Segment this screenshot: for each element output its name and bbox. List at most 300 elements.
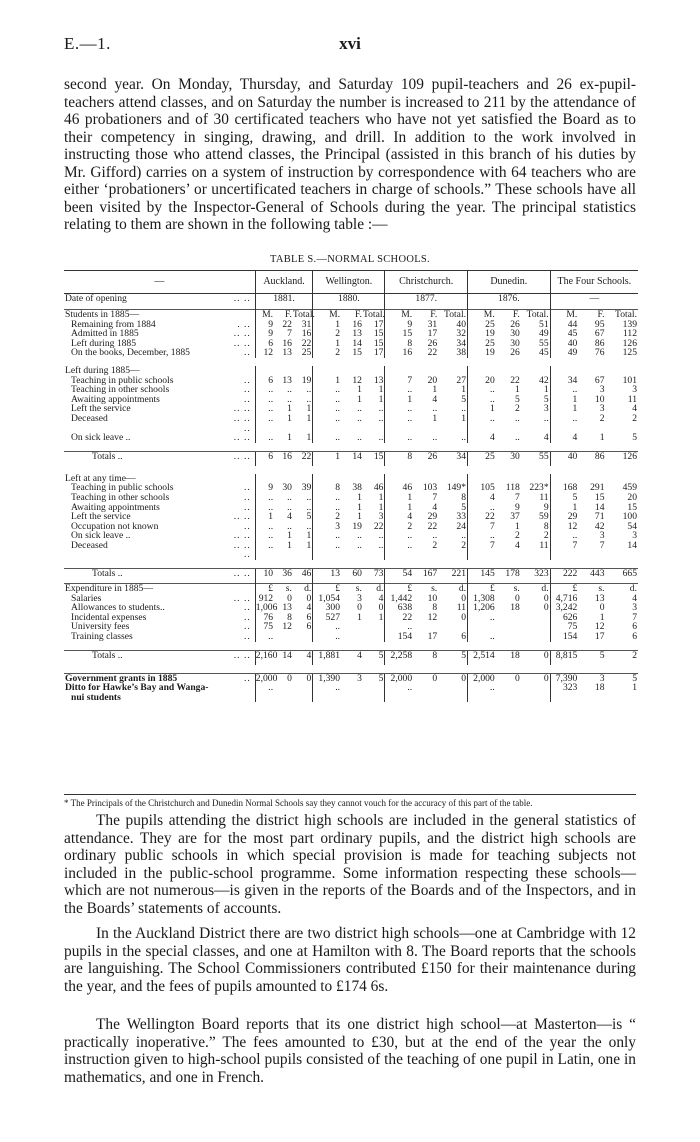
value-cell: 44: [550, 320, 578, 330]
dots-cell: ..: [243, 384, 251, 396]
value-cell: 1: [313, 451, 341, 466]
header-stub: —: [64, 271, 255, 294]
value-cell: ..: [357, 403, 362, 415]
value-cell: 6: [255, 376, 274, 386]
value-cell: 1: [378, 384, 384, 396]
row-label: On sick leave ..: [71, 432, 131, 444]
opening-date: —: [550, 294, 638, 310]
unit-label: Total.: [444, 309, 467, 320]
expenditure-heading: [64, 584, 638, 594]
value-cell: 7: [468, 541, 496, 560]
value-cell: 1: [357, 384, 362, 396]
unit-label: F.: [284, 309, 292, 320]
value-cell: 12: [594, 621, 605, 633]
value-cell: 17: [427, 328, 438, 340]
value-cell: 31: [301, 318, 312, 330]
value-cell: 5: [306, 511, 312, 523]
value-cell: ..: [385, 385, 413, 395]
value-cell: ..: [550, 531, 578, 541]
value-cell: 1: [306, 539, 312, 551]
value-cell: 0: [357, 602, 362, 614]
value-cell: 5: [543, 393, 549, 405]
unit-label: £: [385, 584, 413, 594]
row-label: Ditto for Hawke’s Bay and Wanga-: [65, 682, 209, 694]
value-cell: 19: [468, 329, 496, 339]
value-cell: 26: [510, 318, 520, 330]
value-cell: 1: [385, 493, 413, 503]
left-during-row: [64, 433, 638, 443]
unit-label: M.: [468, 310, 496, 320]
header-four-schools: The Four Schools.: [550, 271, 638, 294]
spacer-cell: [64, 665, 638, 674]
value-cell: ..: [385, 683, 413, 693]
empty-cell: [341, 693, 363, 703]
value-cell: 1: [468, 404, 496, 414]
value-cell: 5: [632, 672, 637, 684]
value-cell: 5: [461, 501, 467, 513]
unit-label: Total.: [362, 309, 385, 320]
value-cell: 1: [306, 530, 312, 542]
value-cell: 1: [287, 412, 292, 424]
value-cell: ..: [357, 432, 362, 444]
value-cell: 8: [287, 611, 292, 623]
value-cell: 1,390: [313, 674, 341, 684]
expenditure-row: [64, 632, 638, 642]
value-cell: 25: [468, 339, 496, 349]
value-cell: 3: [632, 602, 637, 614]
value-cell: 15: [373, 337, 384, 349]
value-cell: 2: [515, 403, 520, 415]
value-cell: 221: [438, 569, 467, 584]
dots-cell: ..: [243, 482, 251, 494]
value-cell: 15: [352, 347, 362, 359]
value-cell: 0: [461, 611, 467, 623]
value-cell: 4: [632, 592, 637, 604]
value-cell: ..: [468, 395, 496, 405]
value-cell: ..: [313, 622, 341, 632]
value-cell: 125: [622, 347, 637, 359]
value-cell: 34: [456, 337, 467, 349]
value-cell: 1: [632, 682, 637, 694]
value-cell: 40: [550, 339, 578, 349]
value-cell: 1: [599, 432, 605, 444]
value-cell: [363, 622, 385, 632]
dots-cell: .. ..: [233, 432, 251, 444]
value-cell: 1: [515, 384, 520, 396]
left-during-totals-row: [64, 451, 638, 466]
value-cell: 2: [606, 650, 639, 665]
value-cell: 0: [599, 602, 605, 614]
unit-label: d.: [304, 583, 312, 595]
value-cell: 6: [255, 451, 274, 466]
value-cell: ..: [255, 395, 274, 405]
value-cell: 51: [539, 318, 549, 330]
value-cell: 2: [515, 530, 520, 542]
value-cell: 0: [515, 672, 520, 684]
value-cell: 0: [306, 672, 312, 684]
spacer-cell: [64, 642, 638, 651]
value-cell: 4: [306, 602, 312, 614]
value-cell: 8: [432, 602, 438, 614]
value-cell: 7: [550, 541, 578, 560]
opening-date: 1880.: [313, 294, 385, 310]
value-cell: ..: [306, 491, 312, 503]
value-cell: 49: [539, 328, 549, 340]
value-cell: ..: [378, 403, 384, 415]
value-cell: 75: [550, 622, 578, 632]
value-cell: ..: [313, 632, 341, 642]
unit-label: £: [313, 584, 341, 594]
value-cell: 1: [385, 395, 413, 405]
value-cell: 291: [590, 482, 605, 494]
value-cell: [521, 622, 550, 632]
value-cell: ..: [313, 433, 341, 443]
dots-cell: ..: [243, 501, 251, 513]
row-label: Date of opening: [65, 293, 127, 304]
spacer-cell: [64, 560, 638, 569]
value-cell: 1: [287, 403, 292, 415]
paragraph-wellington-board: The Wellington Board reports that its one district high school—at Masterton—is “ practically inoperative.” The fees amounted to £30, but at the end of the year the only instruction given to high-school pupils consisted of the teaching of one pupil in Latin, one in mathematics, and one in French.: [64, 1016, 636, 1086]
value-cell: 6: [461, 631, 467, 643]
value-cell: [438, 683, 467, 693]
dots-cell: ..: [243, 520, 251, 532]
value-cell: 4: [293, 650, 313, 665]
students-row: [64, 320, 638, 330]
value-cell: 7: [287, 328, 292, 340]
value-cell: 13: [313, 569, 341, 584]
unit-label: d.: [629, 583, 637, 595]
value-cell: 14: [594, 501, 605, 513]
value-cell: [363, 632, 385, 642]
value-cell: 22: [385, 613, 413, 623]
value-cell: 33: [456, 511, 467, 523]
value-cell: ..: [306, 520, 312, 532]
unit-label: d.: [541, 583, 549, 595]
value-cell: ..: [432, 403, 438, 415]
value-cell: 3: [357, 592, 362, 604]
opening-date: 1881.: [255, 294, 313, 310]
value-cell: [496, 632, 521, 642]
value-cell: ..: [385, 531, 413, 541]
value-cell: 0: [543, 602, 549, 614]
value-cell: 323: [550, 683, 578, 693]
value-cell: 1: [378, 501, 384, 513]
unit-label: Total.: [292, 309, 315, 320]
value-cell: 443: [578, 569, 605, 584]
value-cell: 16: [282, 337, 292, 349]
value-cell: 10: [255, 569, 274, 584]
value-cell: 2: [385, 522, 413, 532]
value-cell: 2,514: [468, 650, 496, 665]
value-cell: 19: [301, 374, 312, 386]
value-cell: 1: [313, 339, 341, 349]
value-cell: 14: [627, 539, 637, 551]
value-cell: ..: [550, 414, 578, 433]
value-cell: 67: [594, 374, 605, 386]
value-cell: 30: [496, 451, 521, 466]
value-cell: 2: [632, 412, 637, 424]
value-cell: 3: [313, 522, 341, 532]
unit-label: M.: [313, 310, 341, 320]
value-cell: ..: [255, 541, 274, 560]
value-cell: 7,390: [550, 674, 578, 684]
value-cell: 27: [456, 374, 467, 386]
value-cell: 37: [510, 511, 520, 523]
value-cell: ..: [385, 414, 413, 433]
value-cell: 0: [287, 592, 292, 604]
section-heading: Left at any time—: [65, 472, 136, 484]
value-cell: 6: [306, 611, 312, 623]
dots-cell: ..: [243, 631, 251, 643]
expenditure-totals-row: [64, 650, 638, 665]
dots-cell: .. ..: [225, 650, 255, 665]
value-cell: 100: [622, 511, 637, 523]
value-cell: 60: [341, 569, 363, 584]
value-cell: 15: [363, 451, 385, 466]
value-cell: 1: [550, 503, 578, 513]
spacer-row: [64, 443, 638, 452]
value-cell: ..: [385, 433, 413, 443]
value-cell: 6: [306, 621, 312, 633]
value-cell: ..: [313, 414, 341, 433]
value-cell: ..: [255, 433, 274, 443]
value-cell: 11: [539, 491, 549, 503]
value-cell: 912: [255, 594, 274, 604]
value-cell: ..: [378, 539, 384, 551]
value-cell: 1: [306, 432, 312, 444]
value-cell: 6: [632, 621, 637, 633]
value-cell: 95: [594, 318, 605, 330]
value-cell: 0: [543, 592, 549, 604]
value-cell: 11: [627, 393, 637, 405]
value-cell: 126: [606, 451, 639, 466]
value-cell: 1,881: [313, 650, 341, 665]
value-cell: 54: [385, 569, 413, 584]
value-cell: [521, 683, 550, 693]
value-cell: [293, 683, 313, 693]
value-cell: 18: [594, 682, 605, 694]
row-label: Teaching in public schools: [71, 482, 174, 494]
row-label: Admitted in 1885: [71, 328, 139, 340]
value-cell: 22: [427, 347, 438, 359]
value-cell: 17: [427, 631, 438, 643]
row-label: Training classes: [71, 631, 133, 643]
value-cell: 1,054: [313, 594, 341, 604]
value-cell: ..: [461, 530, 467, 542]
value-cell: 3: [632, 384, 637, 396]
dots-cell: .. ..: [233, 328, 251, 340]
unit-label: M.: [255, 310, 274, 320]
value-cell: 4,716: [550, 594, 578, 604]
value-cell: ..: [378, 412, 384, 424]
row-label: On sick leave ..: [71, 530, 131, 542]
spacer-row: [64, 466, 638, 474]
dots-cell: ..: [243, 347, 251, 359]
value-cell: 0: [521, 650, 550, 665]
value-cell: 1: [313, 320, 341, 330]
empty-cell: [521, 693, 550, 703]
empty-cell: [293, 693, 313, 703]
value-cell: 8: [313, 483, 341, 493]
unit-label: £: [255, 584, 274, 594]
value-cell: [293, 632, 313, 642]
value-cell: 4: [432, 501, 438, 513]
row-label: University fees: [71, 621, 130, 633]
value-cell: ..: [306, 501, 312, 513]
value-cell: ..: [378, 530, 384, 542]
grants-row-continued: [64, 693, 638, 703]
value-cell: 527: [313, 613, 341, 623]
value-cell: ..: [287, 501, 292, 513]
value-cell: 0: [461, 592, 467, 604]
value-cell: 1,308: [468, 594, 496, 604]
value-cell: [341, 622, 363, 632]
value-cell: 5: [632, 432, 637, 444]
row-label: On the books, December, 1885: [71, 347, 190, 359]
value-cell: 7: [632, 611, 637, 623]
value-cell: 4: [632, 403, 637, 415]
value-cell: 2: [432, 539, 438, 551]
value-cell: 13: [352, 328, 362, 340]
row-label: Totals ..: [64, 650, 225, 665]
value-cell: 46: [373, 482, 384, 494]
value-cell: 4: [468, 433, 496, 443]
value-cell: 6: [632, 631, 637, 643]
dots-cell: ..: [243, 374, 251, 386]
value-cell: 8: [461, 491, 467, 503]
value-cell: [341, 632, 363, 642]
spacer-cell: [64, 358, 638, 366]
value-cell: ..: [287, 520, 292, 532]
page-number: xvi: [339, 34, 361, 53]
empty-cell: [313, 693, 341, 703]
spacer-cell: [64, 466, 638, 474]
value-cell: 168: [550, 483, 578, 493]
value-cell: 42: [539, 374, 549, 386]
value-cell: 10: [594, 393, 605, 405]
value-cell: 26: [413, 451, 438, 466]
table-title: TABLE S.—NORMAL SCHOOLS.: [270, 254, 430, 265]
value-cell: 46: [385, 483, 413, 493]
value-cell: 86: [578, 451, 605, 466]
dots-cell: ..: [243, 393, 251, 405]
value-cell: 73: [363, 569, 385, 584]
value-cell: ..: [432, 432, 438, 444]
empty-cell: [413, 693, 438, 703]
value-cell: 1: [357, 611, 362, 623]
value-cell: 30: [510, 337, 520, 349]
value-cell: 17: [373, 318, 384, 330]
value-cell: ..: [385, 622, 413, 632]
dots-cell: ..: [243, 611, 251, 623]
value-cell: 4: [287, 511, 292, 523]
spacer-row: [64, 665, 638, 674]
value-cell: [274, 632, 293, 642]
unit-label: s.: [431, 583, 438, 595]
value-cell: 18: [510, 602, 520, 614]
value-cell: ..: [313, 683, 341, 693]
value-cell: 0: [287, 672, 292, 684]
value-cell: 1: [432, 412, 438, 424]
expenditure-row: [64, 613, 638, 623]
unit-label: M.: [385, 310, 413, 320]
value-cell: 15: [627, 501, 637, 513]
value-cell: 0: [461, 672, 467, 684]
value-cell: ..: [543, 412, 549, 424]
row-label: Occupation not known: [71, 520, 159, 532]
dots-cell: .. .. ..: [233, 412, 251, 434]
value-cell: ..: [255, 503, 274, 513]
value-cell: 1: [461, 412, 467, 424]
value-cell: 222: [550, 569, 578, 584]
value-cell: 12: [282, 621, 292, 633]
value-cell: ..: [255, 404, 274, 414]
value-cell: 19: [352, 520, 362, 532]
value-cell: 29: [427, 511, 438, 523]
value-cell: 15: [385, 329, 413, 339]
value-cell: 26: [510, 347, 520, 359]
value-cell: 12: [352, 374, 362, 386]
value-cell: 7: [515, 491, 520, 503]
value-cell: 4: [432, 393, 438, 405]
value-cell: 2: [313, 348, 341, 358]
value-cell: 31: [427, 318, 438, 330]
value-cell: 167: [413, 569, 438, 584]
value-cell: 22: [301, 337, 312, 349]
value-cell: 32: [456, 328, 467, 340]
value-cell: 16: [352, 318, 362, 330]
value-cell: 39: [301, 482, 312, 494]
table-header-row: [64, 271, 638, 294]
value-cell: 5: [550, 493, 578, 503]
dots-cell: .. .. ..: [233, 539, 251, 561]
row-label: Totals ..: [64, 451, 225, 466]
value-cell: 55: [521, 451, 550, 466]
value-cell: 34: [438, 451, 467, 466]
value-cell: ..: [255, 632, 274, 642]
value-cell: 3: [357, 672, 362, 684]
value-cell: ..: [385, 404, 413, 414]
value-cell: 9: [255, 329, 274, 339]
value-cell: 12: [550, 522, 578, 532]
value-cell: ..: [313, 531, 341, 541]
value-cell: 1: [287, 539, 292, 551]
dots-cell: ..: [243, 602, 251, 614]
value-cell: 3: [599, 530, 605, 542]
left-during-row: [64, 414, 638, 433]
value-cell: ..: [515, 432, 520, 444]
paragraph-district-high-schools: The pupils attending the district high schools are included in the general statistics of attendance. They are for the most part ordinary pupils, and the district high schools are ordinary public schools in which special provision is made for teaching subjects not included in the public-school programme. Some information respecting these schools—which are not numerous—is given in the reports of the Boards and of the Inspectors, and in the Boards’ statements of accounts.: [64, 812, 636, 917]
value-cell: 1: [515, 520, 520, 532]
table-footnote: * The Principals of the Christchurch and Dunedin Normal Schools say they cannot vouch for the accuracy of this part of the table.: [64, 794, 636, 808]
left-any-time-totals-row: [64, 569, 638, 584]
row-label: Teaching in other schools: [71, 384, 170, 396]
value-cell: 638: [385, 603, 413, 613]
value-cell: ..: [313, 503, 341, 513]
value-cell: ..: [461, 403, 467, 415]
value-cell: 20: [427, 374, 438, 386]
value-cell: 300: [313, 603, 341, 613]
empty-cell: [274, 693, 293, 703]
value-cell: 55: [539, 337, 549, 349]
empty-cell: [363, 693, 385, 703]
value-cell: 149*: [446, 482, 467, 494]
value-cell: 13: [282, 602, 292, 614]
paragraph-intro: second year. On Monday, Thursday, and Saturday 109 pupil-teachers and 26 ex-pupil-teachers attend classes, and on Saturday the number is increased to 211 by the attendance of 46 probationers and of 30 certificated teachers who have not yet satisfied the Board as to their competency in singing, drawing, and drill. In addition to the work involved in instructing those who attend classes, the Principal (assisted in this branch of his duties by Mr. Gifford) carries on a system of instruction by correspondence with 64 teachers who are either ‘probationers’ or uncertificated teachers in charge of schools.” These schools have all been visited by the Inspector-General of Schools during the year. The principal statistics relating to them are shown in the following table :—: [64, 76, 636, 233]
value-cell: 1,442: [385, 594, 413, 604]
grants-row: [64, 683, 638, 693]
value-cell: 105: [468, 483, 496, 493]
